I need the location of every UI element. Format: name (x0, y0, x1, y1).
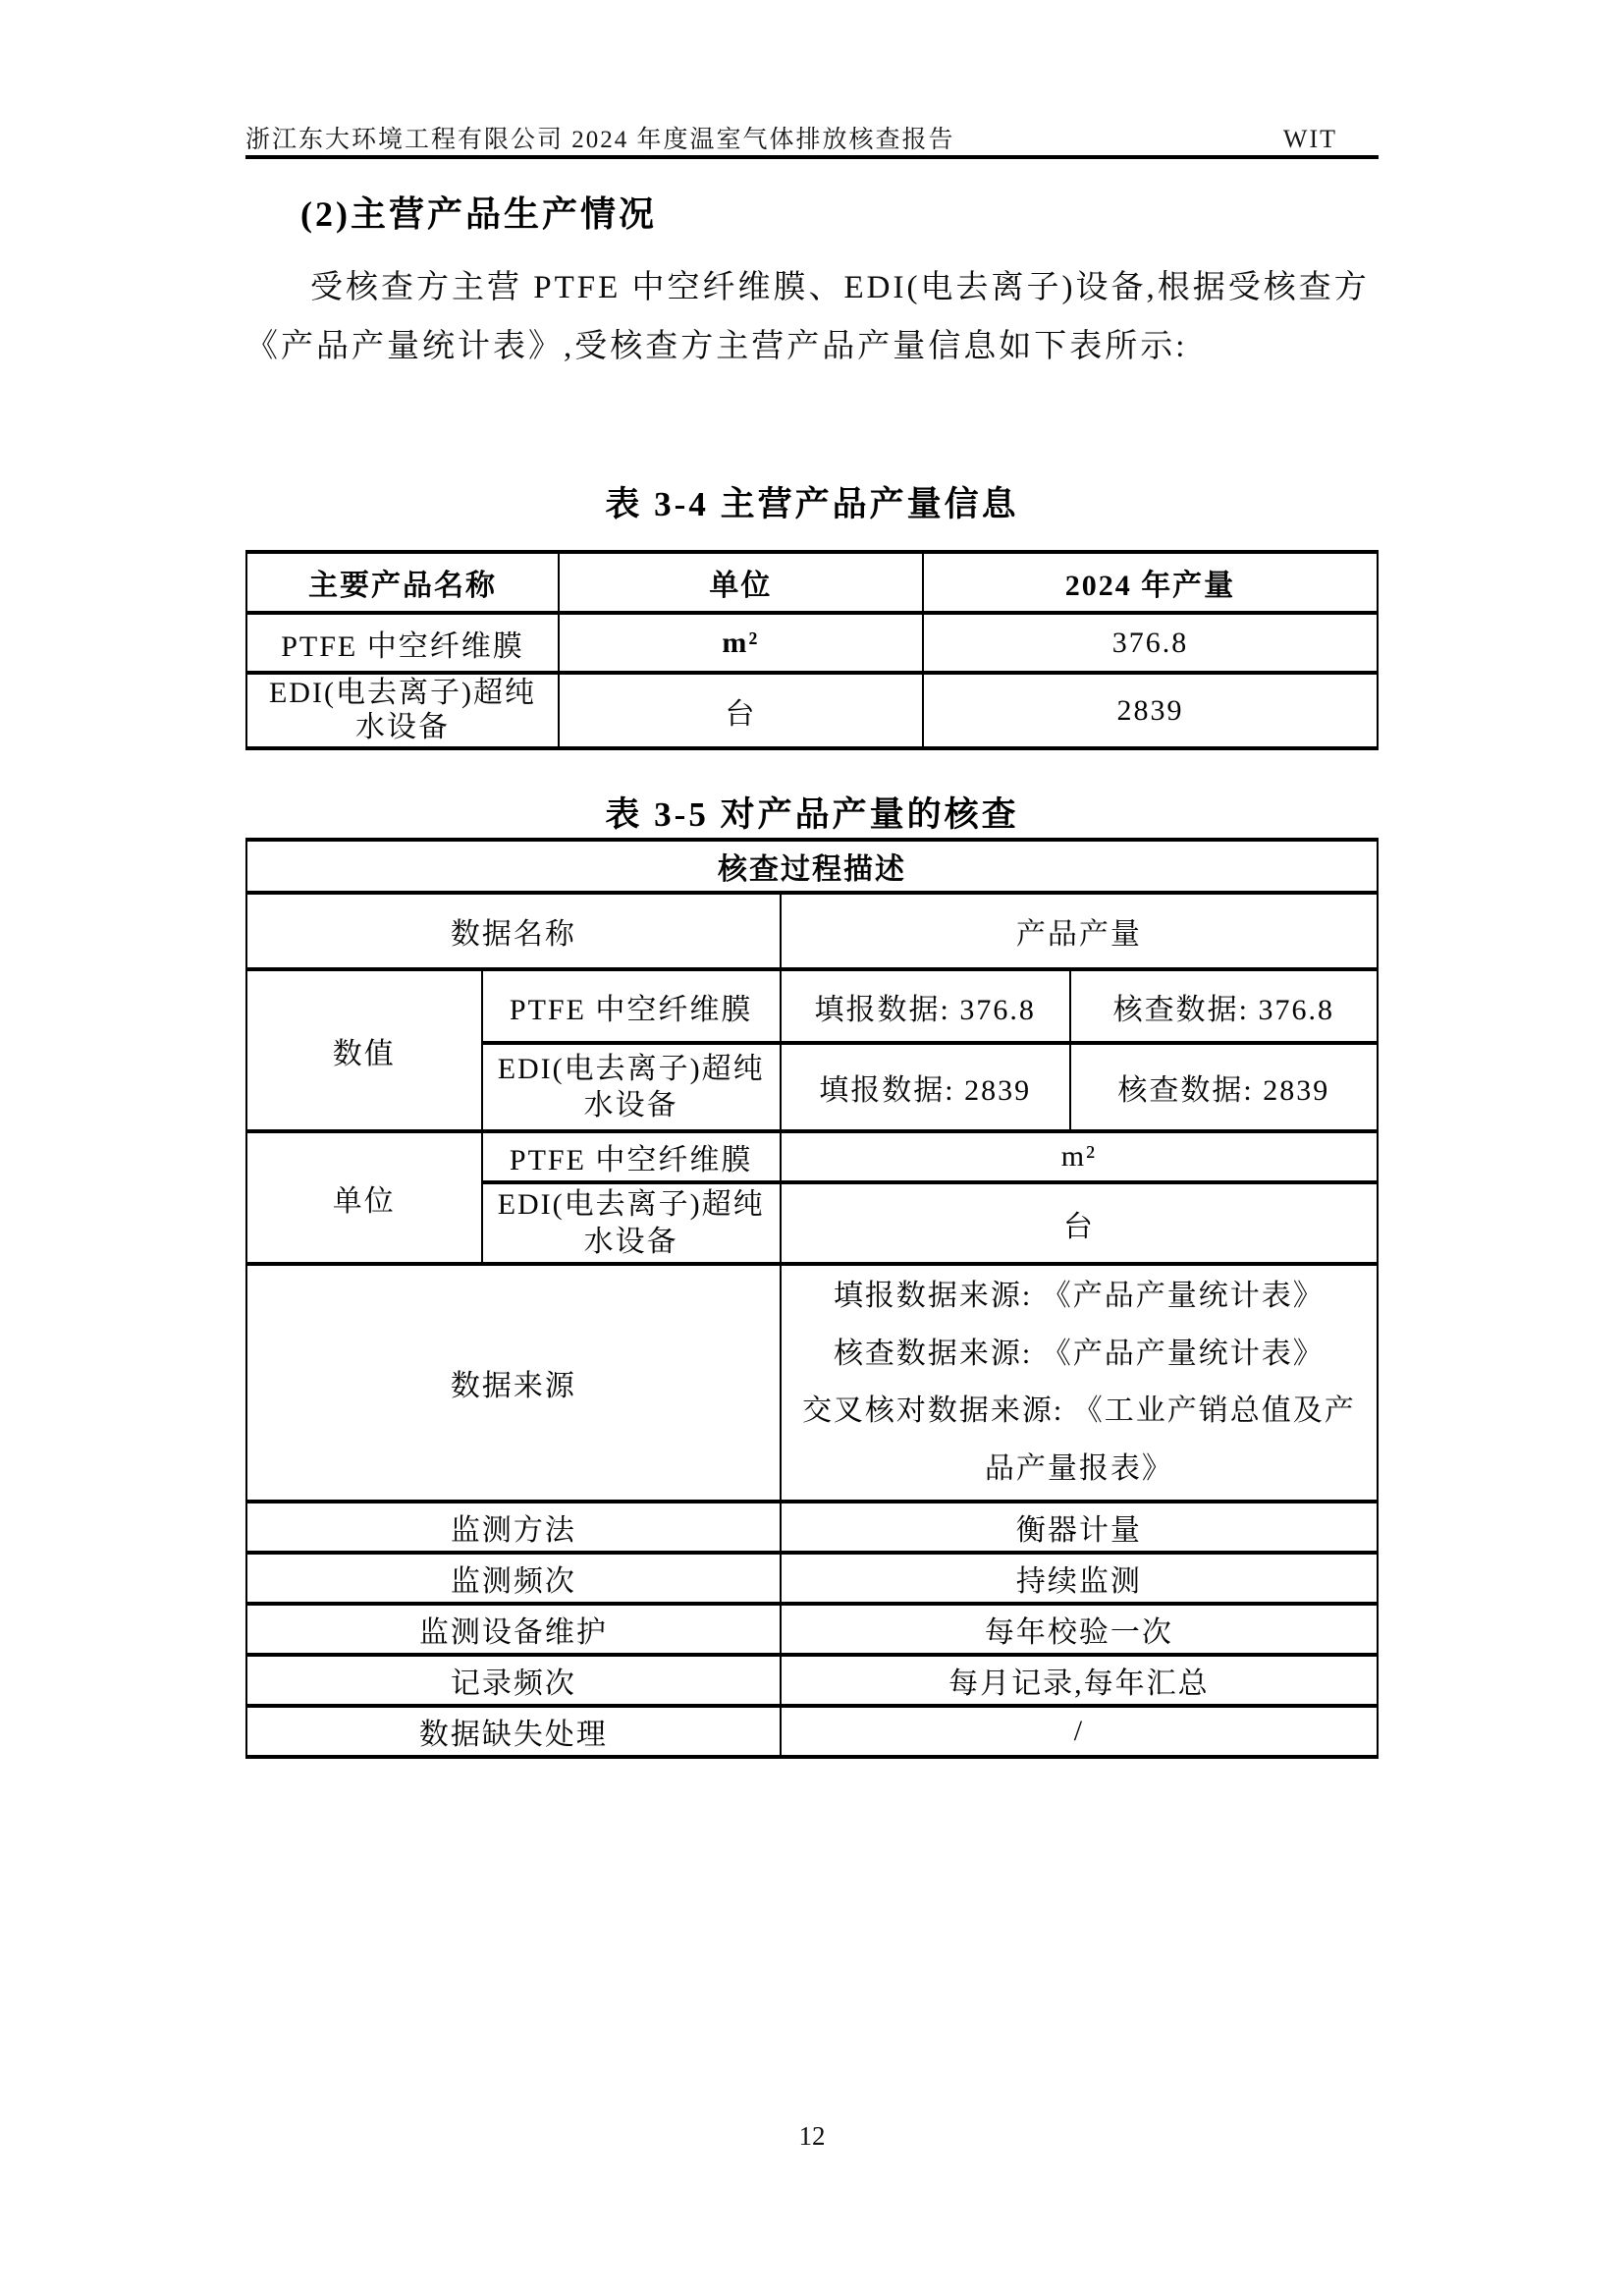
table-header-row (246, 552, 1378, 613)
info-row-value: 每年校验一次 (781, 1604, 1378, 1655)
source-line: 填报数据来源: 《产品产量统计表》 (833, 1280, 1325, 1312)
info-row-value: 衡器计量 (781, 1502, 1378, 1553)
table-row (246, 1706, 1378, 1757)
info-row-label: 数据缺失处理 (246, 1706, 781, 1757)
verified-value-cell: 核查数据: 2839 (1070, 1043, 1378, 1131)
table-row (246, 1131, 1378, 1182)
table-row (246, 673, 1378, 748)
table-row (246, 1502, 1378, 1553)
product-name-cell: EDI(电去离子)超纯水设备 (246, 673, 559, 748)
info-row-label: 监测设备维护 (246, 1604, 781, 1655)
product-sublabel: EDI(电去离子)超纯水设备 (482, 1182, 781, 1264)
header-divider (245, 155, 1379, 159)
unit-cell: m² (559, 613, 923, 673)
section-heading: (2)主营产品生产情况 (300, 194, 657, 234)
table-row (246, 1264, 1378, 1502)
source-line: 交叉核对数据来源: 《工业产销总值及产品产量报表》 (801, 1394, 1356, 1485)
page-number: 12 (798, 2121, 826, 2151)
unit-value-cell: 台 (781, 1182, 1378, 1264)
product-sublabel: PTFE 中空纤维膜 (482, 969, 781, 1043)
report-header-title: 浙江东大环境工程有限公司 2024 年度温室气体排放核查报告 (245, 127, 955, 153)
table-output-verification (245, 838, 1379, 1759)
info-row-value: 持续监测 (781, 1553, 1378, 1604)
source-line: 核查数据来源: 《产品产量统计表》 (833, 1337, 1325, 1370)
column-header-unit: 单位 (559, 552, 923, 613)
table-row (246, 1655, 1378, 1706)
product-sublabel: EDI(电去离子)超纯水设备 (482, 1043, 781, 1131)
unit-value-cell: m² (781, 1131, 1378, 1182)
info-row-label: 监测频次 (246, 1553, 781, 1604)
product-sublabel: PTFE 中空纤维膜 (482, 1131, 781, 1182)
table-row (246, 1604, 1378, 1655)
verification-process-header: 核查过程描述 (246, 840, 1378, 893)
data-source-label: 数据来源 (246, 1264, 781, 1502)
info-row-value: 每月记录,每年汇总 (781, 1655, 1378, 1706)
table-row (246, 613, 1378, 673)
output-value-cell: 2839 (923, 673, 1378, 748)
paragraph-line: 受核查方主营 PTFE 中空纤维膜、EDI(电去离子)设备,根据受核查方 (310, 270, 1370, 305)
table35-title: 表 3-5 对产品产量的核查 (605, 795, 1019, 834)
table-product-output (245, 550, 1379, 750)
unit-group-label: 单位 (246, 1131, 482, 1264)
numeric-group-label: 数值 (246, 969, 482, 1131)
table-row (246, 969, 1378, 1043)
verified-value-cell: 核查数据: 376.8 (1070, 969, 1378, 1043)
table-row (246, 893, 1378, 969)
reported-value-cell: 填报数据: 2839 (781, 1043, 1070, 1131)
header-watermark: WIT (1282, 125, 1337, 153)
table34-title: 表 3-4 主营产品产量信息 (605, 485, 1019, 523)
info-row-value: / (781, 1706, 1378, 1757)
product-name-cell: PTFE 中空纤维膜 (246, 613, 559, 673)
column-header-output: 2024 年产量 (923, 552, 1378, 613)
info-row-label: 监测方法 (246, 1502, 781, 1553)
data-name-value: 产品产量 (781, 893, 1378, 969)
data-source-content (781, 1264, 1378, 1502)
table-row (246, 1553, 1378, 1604)
paragraph-line: 《产品产量统计表》,受核查方主营产品产量信息如下表所示: (245, 329, 1188, 364)
unit-cell: 台 (559, 673, 923, 748)
page-header (245, 120, 1379, 155)
column-header-product: 主要产品名称 (246, 552, 559, 613)
output-value-cell: 376.8 (923, 613, 1378, 673)
table-row (246, 840, 1378, 893)
data-name-label: 数据名称 (246, 893, 781, 969)
reported-value-cell: 填报数据: 376.8 (781, 969, 1070, 1043)
info-row-label: 记录频次 (246, 1655, 781, 1706)
